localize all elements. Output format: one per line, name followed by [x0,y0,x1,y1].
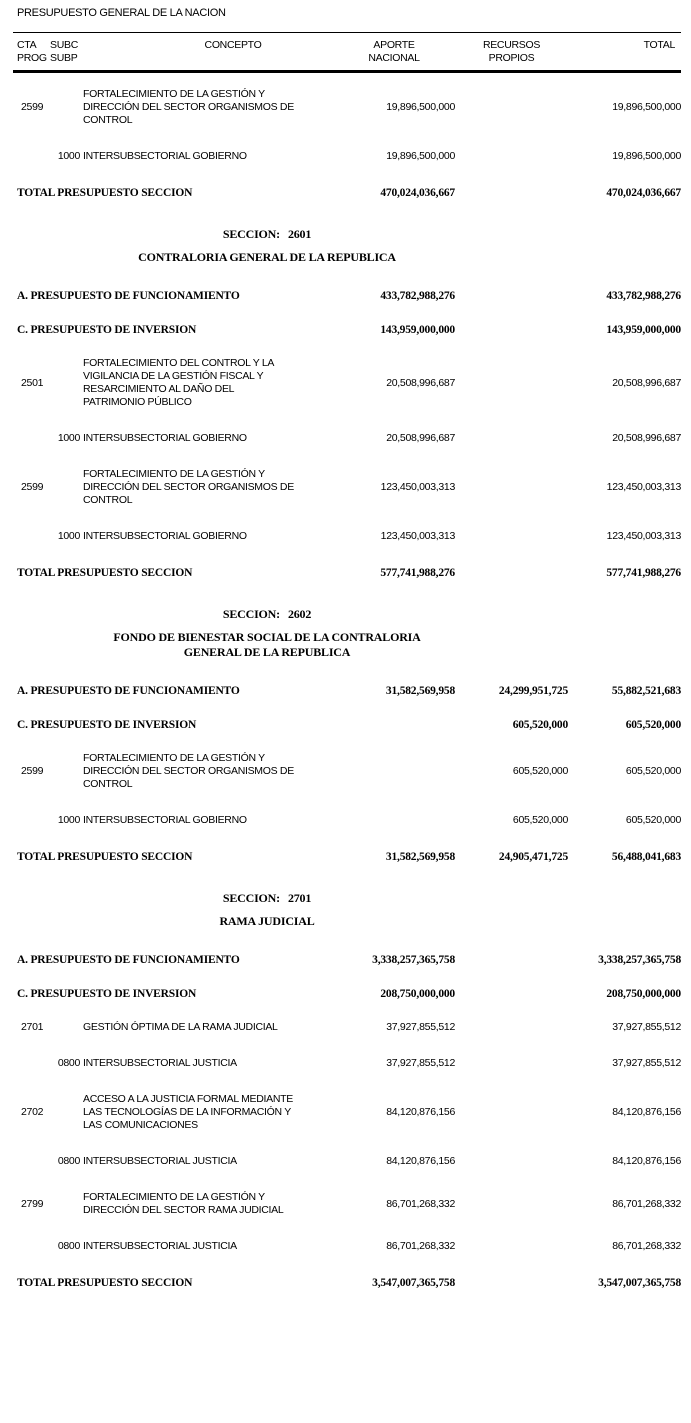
row-concept: INTERSUBSECTORIAL JUSTICIA [83,1240,237,1252]
page-title: PRESUPUESTO GENERAL DE LA NACION [17,7,226,19]
section-entity-name: FONDO DE BIENESTAR SOCIAL DE LA CONTRALORIA GENERAL DE LA REPUBLICA [113,630,421,659]
row-subc-code: 0800 [57,1155,80,1167]
row-aporte-nacional: 31,582,569,958 [385,851,455,863]
row-cta-code: 2701 [21,1021,44,1033]
row-concept: INTERSUBSECTORIAL GOBIERNO [83,530,247,542]
row-recursos-propios: 605,520,000 [512,719,568,731]
table-row [17,1191,681,1217]
table-row [17,1155,681,1168]
row-total: 37,927,855,512 [612,1021,681,1033]
row-aporte-nacional: 19,896,500,000 [386,101,455,113]
row-subc-code: 0800 [57,1057,80,1069]
table-row [17,850,681,865]
table-row [17,1093,681,1132]
section-heading-container [17,227,681,265]
row-concept-cell [83,1191,333,1217]
row-concept: INTERSUBSECTORIAL GOBIERNO [83,814,247,826]
row-subc-code: 1000 [57,814,80,826]
table-row [17,1021,681,1034]
row-concept-cell [83,468,333,507]
section-heading-container [17,607,681,660]
row-concept: ACCESO A LA JUSTICIA FORMAL MEDIANTE LAS TECNOLOGÍAS DE LA INFORMACIÓN Y LAS COMUNICACIONES [83,1093,293,1131]
row-label: A. PRESUPUESTO DE FUNCIONAMIENTO [17,954,240,966]
section-code-line [17,227,517,242]
row-subc-code: 1000 [57,432,80,444]
row-concept-cell [83,357,333,409]
section-heading [17,607,517,660]
column-header-subc-subp [50,39,83,65]
row-concept-cell [83,88,333,127]
section-label: SECCION: [222,607,280,621]
row-aporte-nacional: 86,701,268,332 [386,1197,455,1210]
row-label: C. PRESUPUESTO DE INVERSION [17,988,197,1000]
column-header-concepto: CONCEPTO [204,39,262,51]
row-total: 37,927,855,512 [612,1057,681,1069]
row-aporte-nacional: 577,741,988,276 [380,567,455,579]
row-total: 433,782,988,276 [606,290,681,302]
section-heading [17,227,517,265]
row-total: 86,701,268,332 [612,1240,681,1252]
row-total: 208,750,000,000 [606,988,681,1000]
row-aporte-nacional: 19,896,500,000 [386,150,455,162]
row-aporte-nacional: 433,782,988,276 [380,290,455,302]
table-row [17,530,681,543]
row-total: 605,520,000 [625,719,681,731]
row-concept-cell [83,1240,333,1253]
budget-section [17,607,681,865]
section-label: SECCION: [222,891,280,905]
row-total: 3,547,007,365,758 [598,1277,681,1289]
table-row [17,150,681,163]
row-total: 19,896,500,000 [612,101,681,113]
row-total: 56,488,041,683 [611,851,681,863]
column-header-recursos-propios [455,39,568,65]
row-cta-code: 2599 [21,481,44,493]
table-row [17,186,681,201]
row-total: 84,120,876,156 [612,1106,681,1118]
row-total: 143,959,000,000 [606,324,681,336]
budget-section [17,891,681,1291]
row-aporte-nacional: 84,120,876,156 [386,1155,455,1167]
table-row [17,953,681,968]
section-entity-name: RAMA JUDICIAL [219,914,315,928]
row-concept-cell [83,1093,333,1132]
row-aporte-nacional: 20,508,996,687 [386,376,455,389]
section-heading [17,891,517,929]
table-row [17,88,681,127]
table-row [17,814,681,827]
row-aporte-nacional: 37,927,855,512 [386,1057,455,1069]
row-aporte-nacional: 143,959,000,000 [380,324,455,336]
row-aporte-nacional: 470,024,036,667 [380,187,455,199]
row-total: 577,741,988,276 [606,567,681,579]
row-aporte-nacional: 208,750,000,000 [380,988,455,1000]
section-code: 2701 [287,891,312,905]
section-code-line [17,607,517,622]
section-code: 2602 [287,607,312,621]
section-label: SECCION: [222,227,280,241]
table-row [17,289,681,304]
section-rows [17,88,681,201]
table-row [17,432,681,445]
row-concept: INTERSUBSECTORIAL JUSTICIA [83,1057,237,1069]
row-concept: GESTIÓN ÓPTIMA DE LA RAMA JUDICIAL [83,1021,278,1033]
row-concept: FORTALECIMIENTO DE LA GESTIÓN Y DIRECCIÓN DEL SECTOR ORGANISMOS DE CONTROL [83,752,294,790]
table-row [17,468,681,507]
section-rows [17,289,681,581]
row-total: 20,508,996,687 [612,432,681,444]
table-row [17,752,681,791]
table-row [17,1276,681,1291]
row-concept: FORTALECIMIENTO DE LA GESTIÓN Y DIRECCIÓN DEL SECTOR RAMA JUDICIAL [83,1191,284,1216]
row-label: A. PRESUPUESTO DE FUNCIONAMIENTO [17,685,240,697]
row-concept: FORTALECIMIENTO DEL CONTROL Y LA VIGILANCIA DE LA GESTIÓN FISCAL Y RESARCIMIENTO AL DAÑO DEL PATRIMONIO PÚBLICO [83,357,274,408]
row-concept-cell [83,1021,333,1034]
row-label: TOTAL PRESUPUESTO SECCION [17,851,193,863]
row-label: TOTAL PRESUPUESTO SECCION [17,187,193,199]
row-aporte-nacional: 3,547,007,365,758 [372,1277,455,1289]
column-header-aporte-nacional [333,39,455,65]
table-body [17,73,681,1291]
row-cta-code: 2799 [21,1197,44,1210]
row-concept: INTERSUBSECTORIAL GOBIERNO [83,150,247,162]
column-header-aporte-line2: NACIONAL [368,52,420,64]
row-total: 123,450,003,313 [606,481,681,493]
row-subc-code: 0800 [57,1240,80,1252]
table-row [17,987,681,1002]
row-aporte-nacional: 123,450,003,313 [380,530,455,542]
row-concept-cell [83,530,333,543]
section-heading-container [17,891,681,929]
section-rows [17,684,681,865]
section-rows [17,953,681,1291]
column-header-subc-line2: SUBP [50,52,78,64]
table-row [17,684,681,699]
row-total: 55,882,521,683 [611,685,681,697]
row-aporte-nacional: 86,701,268,332 [386,1240,455,1252]
row-aporte-nacional: 84,120,876,156 [386,1106,455,1118]
row-label: TOTAL PRESUPUESTO SECCION [17,567,193,579]
column-header-aporte-line1: APORTE [373,39,415,51]
row-subc-code: 1000 [57,150,80,162]
row-recursos-propios: 605,520,000 [512,814,568,826]
row-label: A. PRESUPUESTO DE FUNCIONAMIENTO [17,290,240,302]
budget-section [17,88,681,201]
row-concept-cell [83,752,333,791]
row-label: C. PRESUPUESTO DE INVERSION [17,324,197,336]
row-total: 86,701,268,332 [612,1197,681,1210]
section-code-line [17,891,517,906]
row-concept-cell [83,814,333,827]
row-label: TOTAL PRESUPUESTO SECCION [17,1277,193,1289]
table-row [17,718,681,733]
row-cta-code: 2599 [21,101,44,113]
table-header [17,33,681,70]
column-header-total: TOTAL [643,39,675,51]
row-aporte-nacional: 123,450,003,313 [380,481,455,493]
row-cta-code: 2599 [21,765,44,777]
column-header-recursos-line1: RECURSOS [482,39,541,51]
table-row [17,1240,681,1253]
table-row [17,323,681,338]
column-header-cta-line2: PROG [17,52,47,64]
row-total: 470,024,036,667 [606,187,681,199]
row-recursos-propios: 605,520,000 [512,765,568,777]
section-code: 2601 [287,227,312,241]
column-header-cta-prog [17,39,50,65]
column-header-cta-line1: CTA [17,39,37,51]
table-row [17,357,681,409]
table-row [17,1057,681,1070]
row-recursos-propios: 24,905,471,725 [498,851,568,863]
row-concept-cell [83,432,333,445]
row-aporte-nacional: 31,582,569,958 [385,685,455,697]
table-row [17,566,681,581]
row-total: 19,896,500,000 [612,150,681,162]
row-aporte-nacional: 3,338,257,365,758 [372,954,455,966]
row-total: 20,508,996,687 [612,376,681,389]
row-concept: FORTALECIMIENTO DE LA GESTIÓN Y DIRECCIÓN DEL SECTOR ORGANISMOS DE CONTROL [83,88,294,126]
row-recursos-propios: 24,299,951,725 [498,685,568,697]
row-cta-code: 2501 [21,376,44,389]
row-concept: INTERSUBSECTORIAL JUSTICIA [83,1155,237,1167]
row-total: 123,450,003,313 [606,530,681,542]
row-concept: FORTALECIMIENTO DE LA GESTIÓN Y DIRECCIÓN DEL SECTOR ORGANISMOS DE CONTROL [83,468,294,506]
row-total: 3,338,257,365,758 [598,954,681,966]
row-aporte-nacional: 20,508,996,687 [386,432,455,444]
row-concept: INTERSUBSECTORIAL GOBIERNO [83,432,247,444]
row-concept-cell [83,1057,333,1070]
row-total: 605,520,000 [625,814,681,826]
row-subc-code: 1000 [57,530,80,542]
column-header-subc-line1: SUBC [50,39,78,51]
row-total: 605,520,000 [625,765,681,777]
row-cta-code: 2702 [21,1106,44,1118]
row-concept-cell [83,150,333,163]
section-entity-name: CONTRALORIA GENERAL DE LA REPUBLICA [138,250,396,264]
column-header-recursos-line2: PROPIOS [488,52,535,64]
row-concept-cell [83,1155,333,1168]
row-aporte-nacional: 37,927,855,512 [386,1021,455,1033]
row-label: C. PRESUPUESTO DE INVERSION [17,719,197,731]
budget-section [17,227,681,581]
row-total: 84,120,876,156 [612,1155,681,1167]
